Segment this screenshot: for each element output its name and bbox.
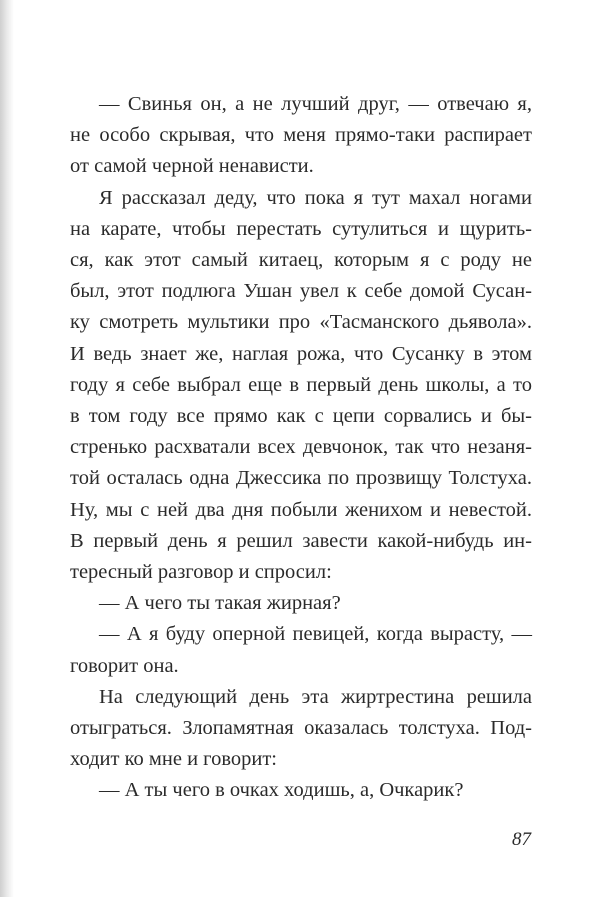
text-line: от самой черной ненависти. (70, 155, 314, 178)
text-line: — А чего ты такая жирная? (99, 592, 341, 615)
text-line: Я рассказал деду, что пока я тут махал ногами (99, 186, 532, 209)
text-line: — А я буду оперной певицей, когда вырасту, — (99, 623, 532, 646)
text-line: на карате, чтобы перестать сутулиться и щурить- (70, 217, 532, 240)
text-line: ся, как этот самый китаец, которым я с роду не (70, 249, 532, 272)
text-line: в том году все прямо как с цепи сорвались и бы- (70, 405, 532, 428)
text-line: говорит она. (70, 654, 179, 677)
text-line: году я себе выбрал еще в первый день школы, а то (70, 373, 532, 396)
page-gutter-shadow (0, 0, 14, 897)
text-line: стренько расхватали всех девчонок, так что незаня- (70, 436, 532, 459)
text-line: И ведь знает же, наглая рожа, что Сусанку в этом (70, 342, 532, 365)
text-line: той осталась одна Джессика по прозвищу Толстуха. (70, 467, 532, 490)
text-line: тересный разговор и спросил: (70, 561, 332, 584)
text-line: был, этот подлюга Ушан увел к себе домой Сусан- (70, 280, 532, 303)
text-line: не особо скрывая, что меня прямо-таки распирает (70, 124, 532, 147)
text-line: ходит ко мне и говорит: (70, 748, 277, 771)
text-line: ку смотреть мультики про «Тасманского дьявола». (70, 311, 532, 334)
text-line: На следующий день эта жиртрестина решила (99, 685, 532, 708)
text-line: Ну, мы с ней два дня побыли женихом и невестой. (70, 498, 532, 521)
text-line: отыграться. Злопамятная оказалась толстуха. Под- (70, 717, 532, 740)
page-number: 87 (512, 829, 531, 850)
text-line: — А ты чего в очках ходишь, а, Очкарик? (99, 779, 464, 802)
body-text (70, 89, 532, 807)
text-line: — Свинья он, а не лучший друг, — отвечаю я, (99, 93, 532, 115)
text-line: В первый день я решил завести какой-нибудь ин- (70, 529, 532, 552)
